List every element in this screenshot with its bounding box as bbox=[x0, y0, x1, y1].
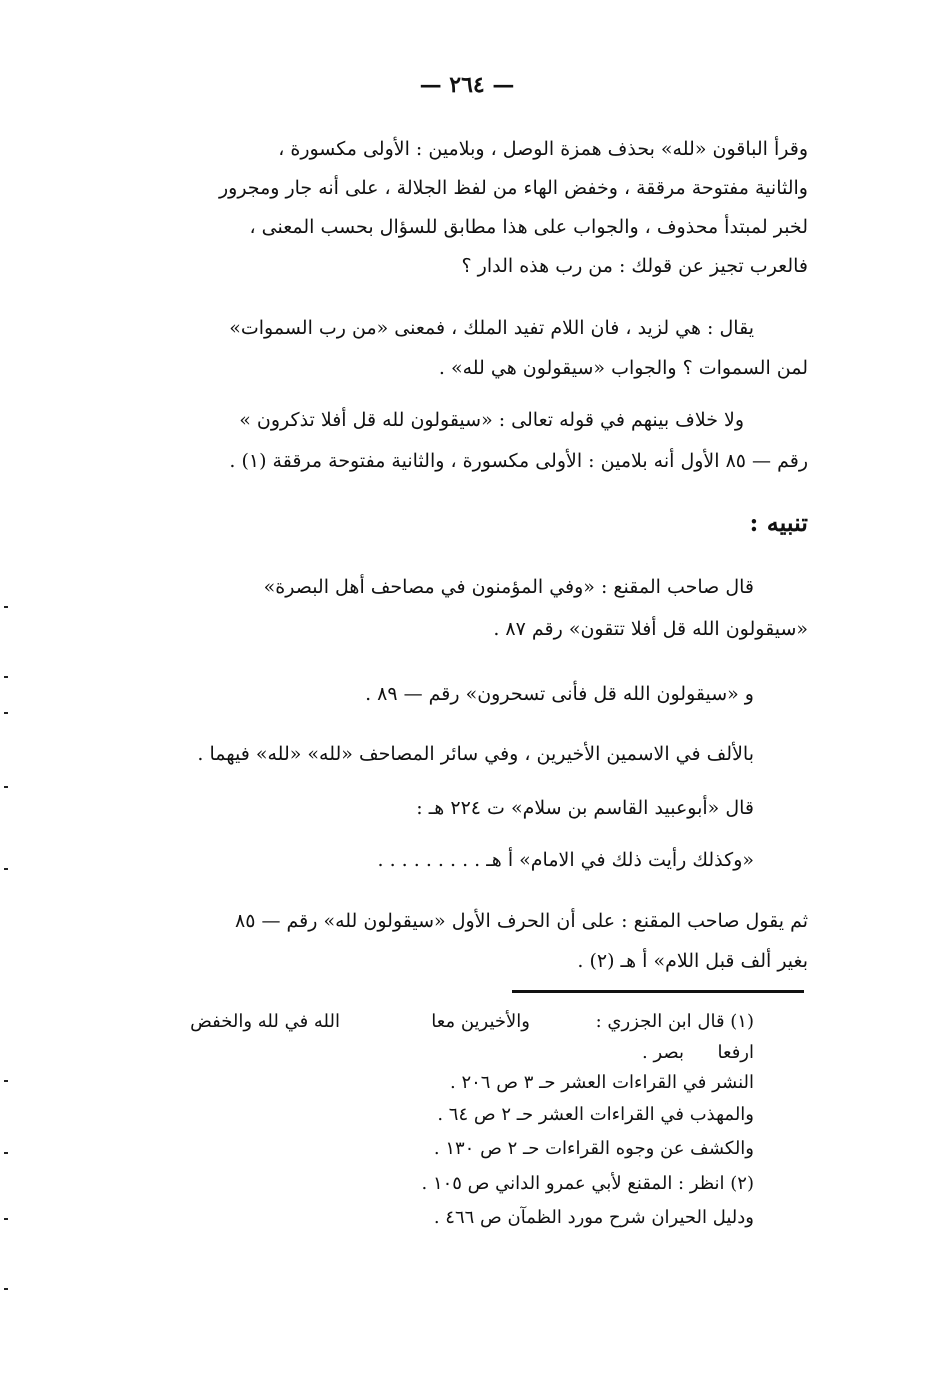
scan-speck bbox=[4, 676, 8, 678]
footnote1-part-a: (١) قال ابن الجزري : bbox=[595, 1011, 754, 1032]
line6: بالألف في الاسمين الأخيرين ، وفي سائر المصاحف «لله» «لله» فيهما . bbox=[197, 743, 754, 765]
footnote-ref-1: النشر في القراءات العشر حـ ٣ ص ٢٠٦ . bbox=[450, 1072, 754, 1093]
para2-line1: يقال : هي لزيد ، فان اللام تفيد الملك ، فمعنى «من رب السموات» bbox=[229, 317, 754, 339]
scan-speck bbox=[4, 1218, 8, 1220]
footnote1-part-e: بصر . bbox=[642, 1042, 684, 1063]
line8: «وكذلك رأيت ذلك في الامام» أ هـ . . . . . . . . . bbox=[377, 849, 754, 871]
section-heading: تنبيه : bbox=[749, 508, 808, 537]
para1-line3: لخبر لمبتدأ محذوف ، والجواب على هذا مطابق للسؤال بحسب المعنى ، bbox=[249, 216, 808, 238]
footnote1-part-d: ارفعا bbox=[717, 1042, 754, 1063]
para9-line2: بغير ألف قبل اللام» أ هـ (٢) . bbox=[577, 950, 808, 972]
footnote-rule bbox=[512, 990, 804, 993]
line7: قال «أبوعبيد القاسم بن سلام» ت ٢٢٤ هـ : bbox=[416, 797, 754, 819]
scan-speck bbox=[4, 1080, 8, 1082]
footnote-ref-3: والكشف عن وجوه القراءات حـ ٢ ص ١٣٠ . bbox=[433, 1138, 754, 1159]
para2-line2: لمن السموات ؟ والجواب «سيقولون هي لله» . bbox=[438, 357, 808, 379]
scan-speck bbox=[4, 606, 8, 608]
footnote-ref-4: (٢) انظر : المقنع لأبي عمرو الداني ص ١٠٥ . bbox=[421, 1173, 754, 1194]
scan-speck bbox=[4, 786, 8, 788]
footnote1-part-b: والأخيرين معا bbox=[431, 1011, 530, 1032]
page-number: — ٢٦٤ — bbox=[419, 72, 515, 98]
para4-line1: قال صاحب المقنع : «وفي المؤمنون في مصاحف أهل البصرة» bbox=[263, 576, 754, 598]
para3-line2: رقم — ٨٥ الأول أنه بلامين : الأولى مكسورة ، والثانية مفتوحة مرققة (١) . bbox=[229, 450, 808, 472]
para3-line1: ولا خلاف بينهم في قوله تعالى : «سيقولون لله قل أفلا تذكرون » bbox=[239, 409, 744, 431]
para9-line1: ثم يقول صاحب المقنع : على أن الحرف الأول «سيقولون لله» رقم — ٨٥ bbox=[235, 910, 808, 932]
footnote-ref-2: والمهذب في القراءات العشر حـ ٢ ص ٦٤ . bbox=[437, 1104, 754, 1125]
para1-line4: فالعرب تجيز عن قولك : من رب هذه الدار ؟ bbox=[461, 255, 808, 277]
para1-line2: والثانية مفتوحة مرققة ، وخفض الهاء من لفظ الجلالة ، على أنه جار ومجرور bbox=[218, 177, 808, 199]
footnote-ref-5: ودليل الحيران شرح مورد الظمآن ص ٤٦٦ . bbox=[433, 1207, 754, 1228]
line5: و «سيقولون الله قل فأنى تسحرون» رقم — ٨٩ . bbox=[365, 683, 754, 705]
scan-speck bbox=[4, 712, 8, 714]
footnote1-part-c: الله في لله والخفض bbox=[190, 1011, 340, 1032]
para4-line2: «سيقولون الله قل أفلا تتقون» رقم ٨٧ . bbox=[493, 618, 808, 640]
para1-line1: وقرأ الباقون «لله» بحذف همزة الوصل ، وبلامين : الأولى مكسورة ، bbox=[278, 138, 808, 160]
scan-speck bbox=[4, 1288, 8, 1290]
scan-speck bbox=[4, 1152, 8, 1154]
scan-speck bbox=[4, 868, 8, 870]
